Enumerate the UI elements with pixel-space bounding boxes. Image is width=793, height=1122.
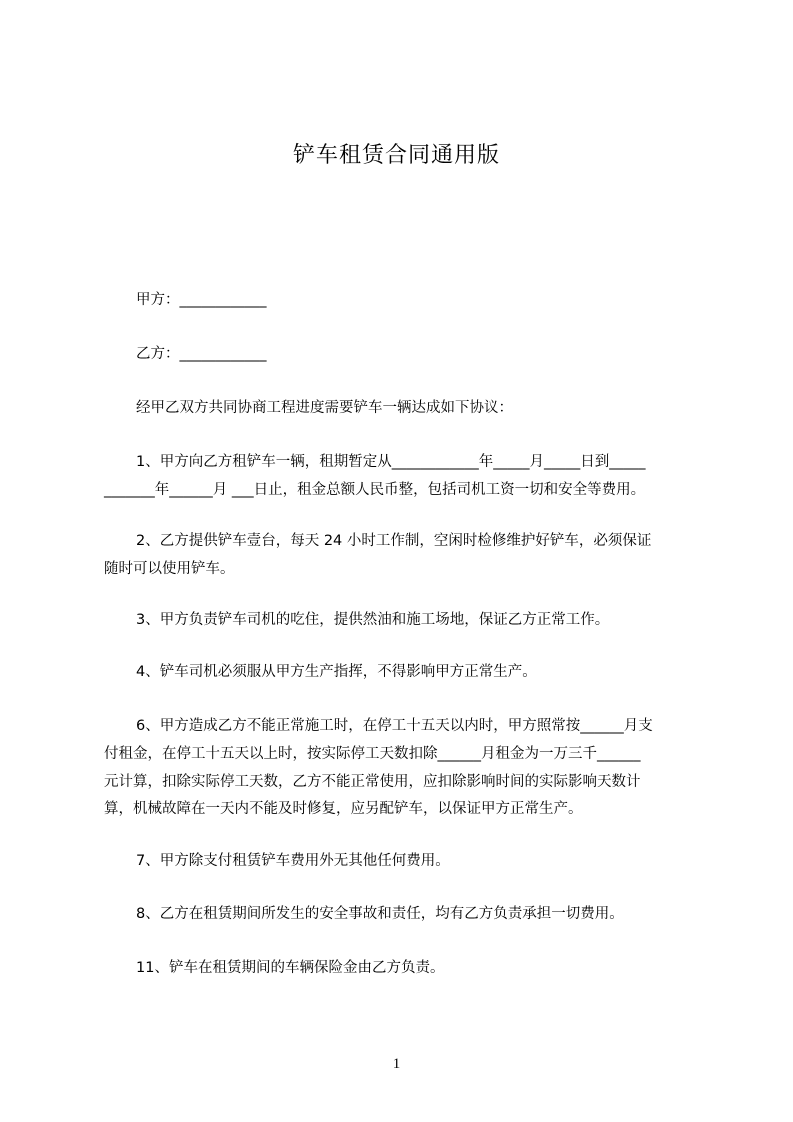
clause-2-line-2: 随时可以使用铲车。 bbox=[104, 561, 235, 577]
clause-8-line-1: 8、乙方在租赁期间所发生的安全事故和责任，均有乙方负责承担一切费用。 bbox=[136, 906, 624, 922]
clause-1-line-2: _______年______月 ___日止，租金总额人民币整，包括司机工资一切和安全等费用。 bbox=[104, 482, 646, 498]
clause-11-line-1: 11、铲车在租赁期间的车辆保险金由乙方负责。 bbox=[136, 960, 445, 976]
clause-6-line-2: 付租金，在停工十五天以上时，按实际停工天数扣除______月租金为一万三千______ bbox=[104, 746, 641, 762]
clause-6-line-4: 算，机械故障在一天内不能及时修复，应另配铲车，以保证甲方正常生产。 bbox=[104, 801, 583, 817]
page-number: 1 bbox=[392, 1056, 401, 1072]
clause-2-line-1: 2、乙方提供铲车壹台，每天 24 小时工作制，空闲时检修维护好铲车，必须保证 bbox=[136, 533, 652, 549]
party-a-line: 甲方：____________ bbox=[136, 292, 267, 308]
intro-paragraph: 经甲乙双方共同协商工程进度需要铲车一辆达成如下协议： bbox=[136, 400, 513, 416]
document-title: 铲车租赁合同通用版 bbox=[292, 143, 500, 168]
clause-6-line-3: 元计算，扣除实际停工天数，乙方不能正常使用，应扣除影响时间的实际影响天数计 bbox=[104, 774, 641, 790]
clause-1-line-1: 1、甲方向乙方租铲车一辆，租期暂定从____________年_____月_____日到_____ bbox=[136, 454, 646, 470]
party-b-line: 乙方：____________ bbox=[136, 346, 267, 362]
clause-3-line-1: 3、甲方负责铲车司机的吃住，提供然油和施工场地，保证乙方正常工作。 bbox=[136, 612, 610, 628]
clause-7-line-1: 7、甲方除支付租赁铲车费用外无其他任何费用。 bbox=[136, 853, 450, 869]
clause-4-line-1: 4、铲车司机必须服从甲方生产指挥，不得影响甲方正常生产。 bbox=[136, 664, 537, 680]
clause-6-line-1: 6、甲方造成乙方不能正常施工时，在停工十五天以内时，甲方照常按______月支 bbox=[136, 718, 653, 734]
